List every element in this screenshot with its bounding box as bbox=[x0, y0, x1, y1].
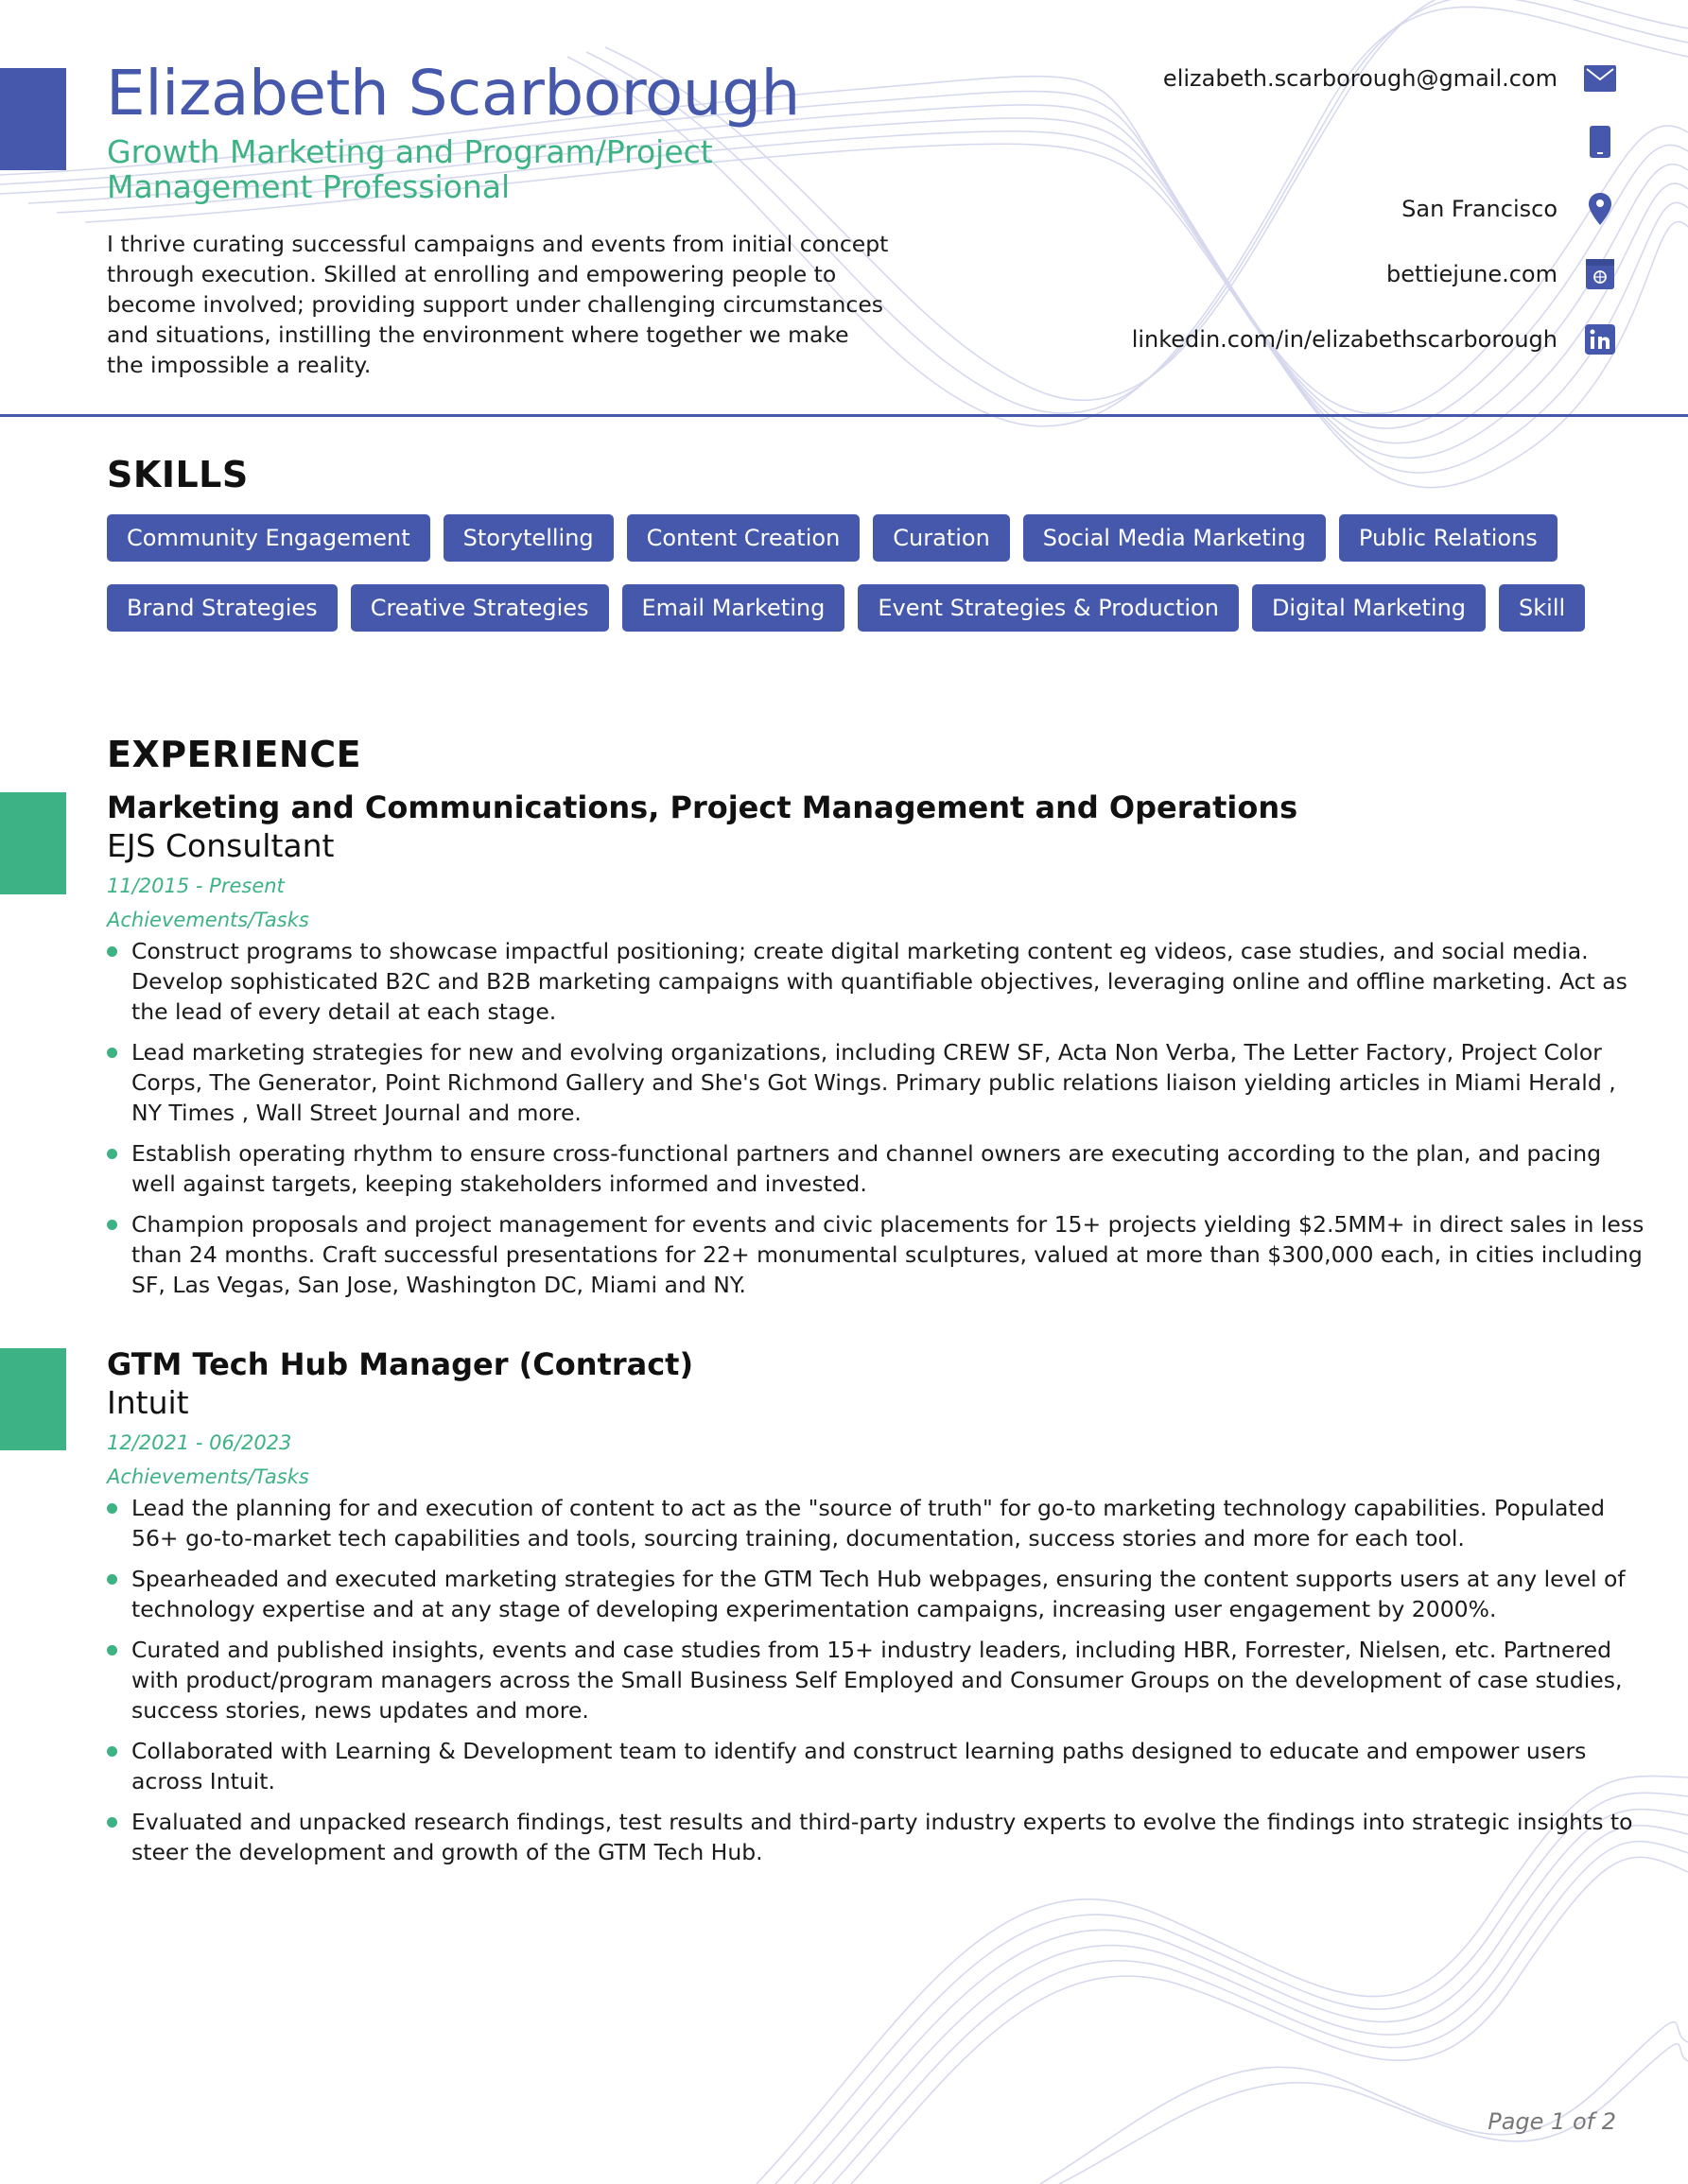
envelope-icon bbox=[1584, 62, 1616, 95]
achievement-list bbox=[107, 1493, 1633, 1867]
job-entry bbox=[107, 1345, 1633, 1878]
skill-tag: Creative Strategies bbox=[351, 584, 609, 632]
achievement-item: Spearheaded and executed marketing strategies for the GTM Tech Hub webpages, ensuring the content supports users at any level of technology expertise and at any stage of developing experimentation campaigns, increasing user engagement by 2000%. bbox=[107, 1564, 1644, 1624]
job-entry bbox=[107, 789, 1644, 1310]
skill-tag: Skill bbox=[1499, 584, 1585, 632]
skill-tag: Social Media Marketing bbox=[1023, 514, 1326, 562]
achievement-item: Evaluated and unpacked research findings, test results and third-party industry experts to evolve the findings into strategic insights to steer the development and growth of the GTM Tech Hub. bbox=[107, 1807, 1644, 1867]
email-text[interactable]: elizabeth.scarborough@gmail.com bbox=[1162, 65, 1557, 92]
contact-website[interactable] bbox=[1386, 258, 1616, 290]
job-accent-bar bbox=[0, 1348, 66, 1450]
job-company: EJS Consultant bbox=[107, 827, 335, 864]
job-dates: 12/2021 - 06/2023 bbox=[107, 1431, 292, 1454]
job-dates: 11/2015 - Present bbox=[107, 875, 285, 897]
skills-heading: SKILLS bbox=[107, 454, 249, 495]
achievement-list bbox=[107, 936, 1644, 1300]
website-link[interactable]: bettiejune.com bbox=[1386, 261, 1557, 287]
job-accent-bar bbox=[0, 792, 66, 894]
skill-tag: Storytelling bbox=[444, 514, 614, 562]
profile-summary: I thrive curating successful campaigns and events from initial concept through execution. Skilled at enrolling and empowering people to become involved; providing support under challenging circumstances and situations, instilling the environment where together we make the impossible a reality. bbox=[107, 231, 889, 378]
achievement-item: Lead marketing strategies for new and evolving organizations, including CREW SF, Acta Non Verba, The Letter Factory, Project Color Corps, The Generator, Point Richmond Gallery and She's Got Wings. Primary public relations liaison yielding articles in Miami Herald , NY Times , Wall Street Journal and more. bbox=[107, 1037, 1644, 1128]
achievement-item: Curated and published insights, events and case studies from 15+ industry leaders, including HBR, Forrester, Nielsen, etc. Partnered with product/program managers across the Small Business Self Employed and Consumer Groups on the development of case studies, success stories, news updates and more. bbox=[107, 1635, 1644, 1725]
candidate-name: Elizabeth Scarborough bbox=[106, 57, 800, 130]
skill-tag: Email Marketing bbox=[622, 584, 845, 632]
achievement-item: Collaborated with Learning & Development team to identify and construct learning paths designed to educate and empower users across Intuit. bbox=[107, 1736, 1644, 1796]
location-text: San Francisco bbox=[1401, 196, 1557, 222]
skill-tag: Community Engagement bbox=[107, 514, 430, 562]
achievement-item: Establish operating rhythm to ensure cross-functional partners and channel owners are executing according to the plan, and pacing well against targets, keeping stakeholders informed and invested. bbox=[107, 1138, 1644, 1199]
phone-icon bbox=[1584, 126, 1616, 158]
achievements-label: Achievements/Tasks bbox=[107, 1465, 309, 1488]
job-title: GTM Tech Hub Manager (Contract) bbox=[107, 1346, 694, 1382]
contact-linkedin[interactable] bbox=[1132, 323, 1616, 355]
skill-tag: Event Strategies & Production bbox=[858, 584, 1239, 632]
experience-heading: EXPERIENCE bbox=[107, 734, 362, 775]
achievements-label: Achievements/Tasks bbox=[107, 909, 309, 931]
achievement-item: Lead the planning for and execution of content to act as the "source of truth" for go-to marketing technology capabilities. Populated 56+ go-to-market tech capabilities and tools, sourcing training, documentation, success stories and more for each tool. bbox=[107, 1493, 1644, 1553]
linkedin-icon bbox=[1584, 323, 1616, 355]
contact-phone[interactable] bbox=[1557, 126, 1616, 158]
achievement-item: Construct programs to showcase impactful positioning; create digital marketing content eg videos, case studies, and social media. Develop sophisticated B2C and B2B marketing campaigns with quantifiable objectives, leveraging online and offline marketing. Act as the lead of every detail at each stage. bbox=[107, 936, 1644, 1027]
skill-tag: Curation bbox=[873, 514, 1010, 562]
page-number: Page 1 of 2 bbox=[1488, 2108, 1616, 2135]
skills-row-1 bbox=[107, 514, 1557, 562]
skill-tag: Digital Marketing bbox=[1252, 584, 1486, 632]
header-divider bbox=[0, 414, 1688, 417]
map-pin-icon bbox=[1584, 193, 1616, 225]
name-accent-bar bbox=[0, 68, 66, 170]
web-link-icon bbox=[1584, 258, 1616, 290]
job-title: Marketing and Communications, Project Management and Operations bbox=[107, 789, 1298, 825]
skill-tag: Content Creation bbox=[627, 514, 861, 562]
skill-tag: Brand Strategies bbox=[107, 584, 338, 632]
contact-email[interactable] bbox=[1163, 62, 1616, 95]
contact-location bbox=[1401, 193, 1616, 225]
linkedin-link[interactable]: linkedin.com/in/elizabethscarborough bbox=[1131, 326, 1557, 353]
skills-row-2 bbox=[107, 584, 1585, 632]
professional-title: Growth Marketing and Program/Project Management Professional bbox=[107, 133, 713, 205]
job-company: Intuit bbox=[107, 1384, 189, 1421]
skill-tag: Public Relations bbox=[1339, 514, 1557, 562]
achievement-item: Champion proposals and project management for events and civic placements for 15+ projects yielding $2.5MM+ in direct sales in less than 24 months. Craft successful presentations for 22+ monumental sculptures, valued at more than $300,000 each, in cities including SF, Las Vegas, San Jose, Washington DC, Miami and NY. bbox=[107, 1209, 1644, 1300]
